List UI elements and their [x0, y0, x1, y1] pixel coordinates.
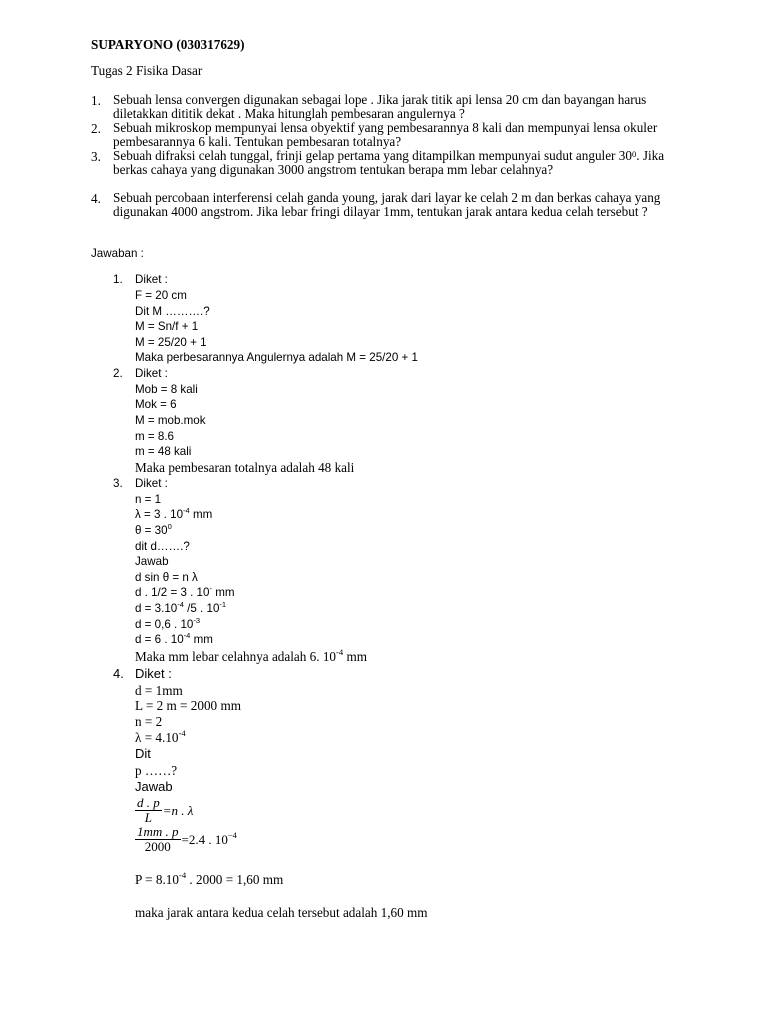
- answer-line: F = 20 cm: [135, 289, 187, 302]
- answer-number: 4.: [113, 666, 124, 681]
- answer-line: dit d…….?: [135, 540, 190, 553]
- answer-line: d = 6 . $10^{-4}$ mm: [135, 631, 213, 646]
- answer-line: m = 8.6: [135, 430, 174, 443]
- answer-conclusion: maka jarak antara kedua celah tersebut adalah 1,60 mm: [135, 905, 428, 920]
- answer-line: M = mob.mok: [135, 414, 206, 427]
- answer-line: Dit: [135, 746, 151, 761]
- question-text: Sebuah difraksi celah tunggal, frinji gelap pertama yang ditampilkan mempunyai sudut anguler $30^0$. Jika berkas cahaya yang digunakan 3000 angstrom tentukan berapa mm lebar celahnya?: [113, 148, 665, 177]
- answer-line: Jawab: [135, 779, 173, 794]
- answer-line: n = 1: [135, 493, 162, 506]
- answers-label: Jawaban :: [91, 247, 144, 260]
- fraction-numerator: d . p: [137, 795, 160, 810]
- answer-conclusion: Maka pembesaran totalnya adalah 48 kali: [135, 460, 355, 475]
- answer-result: $P = 8.10^{-4}$ . 2000 = 1,60 mm: [135, 870, 284, 887]
- answer-number: 2.: [113, 367, 123, 380]
- answer-line: Jawab: [135, 555, 169, 568]
- fraction-numerator: 1mm . p: [137, 824, 179, 839]
- formula-rhs: =2.4 . $10^{-4}$: [181, 829, 237, 847]
- answer-line: $\lambda = 4.10^{-4}$: [135, 728, 186, 745]
- answer-number: 3.: [113, 477, 123, 490]
- answer-line: Diket :: [135, 477, 168, 490]
- author-heading: SUPARYONO (030317629): [91, 37, 245, 52]
- answer-line: d = 0,6 . $10^{-3}$: [135, 616, 201, 631]
- answer-line: d sin θ = n λ: [135, 571, 198, 584]
- answer-line: $d = 3.10^{-4}$ /5 . $10^{-1}$: [135, 600, 227, 615]
- formula-fraction-1: [135, 796, 193, 825]
- answer-line: λ = 3 . $10^{-4}$ mm: [135, 506, 213, 521]
- formula-rhs: =n . λ: [162, 802, 194, 818]
- formula-fraction-2: [135, 825, 237, 854]
- answer-line: p ……?: [135, 763, 178, 778]
- fraction-denominator: 2000: [144, 839, 171, 854]
- fraction-denominator: L: [144, 810, 152, 825]
- question-number: 3.: [91, 149, 101, 164]
- question-number: 2.: [91, 121, 101, 136]
- assignment-title: Tugas 2 Fisika Dasar: [91, 63, 203, 78]
- answer-line: d . 1/2 = 3 . 10- mm: [135, 584, 235, 599]
- answer-line: Dit M ……….?: [135, 305, 210, 318]
- answer-number: 1.: [113, 273, 123, 286]
- answer-line: M = Sn/f + 1: [135, 320, 199, 333]
- answer-conclusion: Maka mm lebar celahnya adalah 6. $10^{-4}$ mm: [135, 647, 367, 664]
- answer-line: m = 48 kali: [135, 445, 192, 458]
- question-text: Sebuah mikroskop mempunyai lensa obyektif yang pembesarannya 8 kali dan mempunyai lensa okuler pembesarannya 6 kali. Tentukan pembesaran totalnya?: [113, 120, 658, 149]
- answer-line: Diket :: [135, 666, 172, 681]
- answer-line: Diket :: [135, 367, 168, 380]
- answer-line: d = 1mm: [135, 683, 183, 698]
- answer-line: M = 25/20 + 1: [135, 336, 207, 349]
- answer-line: $\theta = 30^0$: [135, 522, 172, 537]
- answer-line: n = 2: [135, 714, 163, 729]
- question-text: Sebuah lensa convergen digunakan sebagai lope . Jika jarak titik api lensa 20 cm dan bayangan harus diletakkan dititik dekat . Maka hitunglah pembesaran angulernya ?: [113, 92, 647, 121]
- answer-line: Mob = 8 kali: [135, 383, 198, 396]
- question-text: Sebuah percobaan interferensi celah ganda young, jarak dari layar ke celah 2 m dan berkas cahaya yang digunakan 4000 angstrom. Jika lebar fringi dilayar 1mm, tentukan jarak antara kedua celah tersebut ?: [113, 190, 661, 219]
- question-number: 4.: [91, 191, 101, 206]
- answer-line: Diket :: [135, 273, 168, 286]
- answer-line: Maka perbesarannya Angulernya adalah M = 25/20 + 1: [135, 351, 418, 364]
- answer-line: Mok = 6: [135, 398, 177, 411]
- question-number: 1.: [91, 93, 101, 108]
- answer-line: L = 2 m = 2000 mm: [135, 698, 241, 713]
